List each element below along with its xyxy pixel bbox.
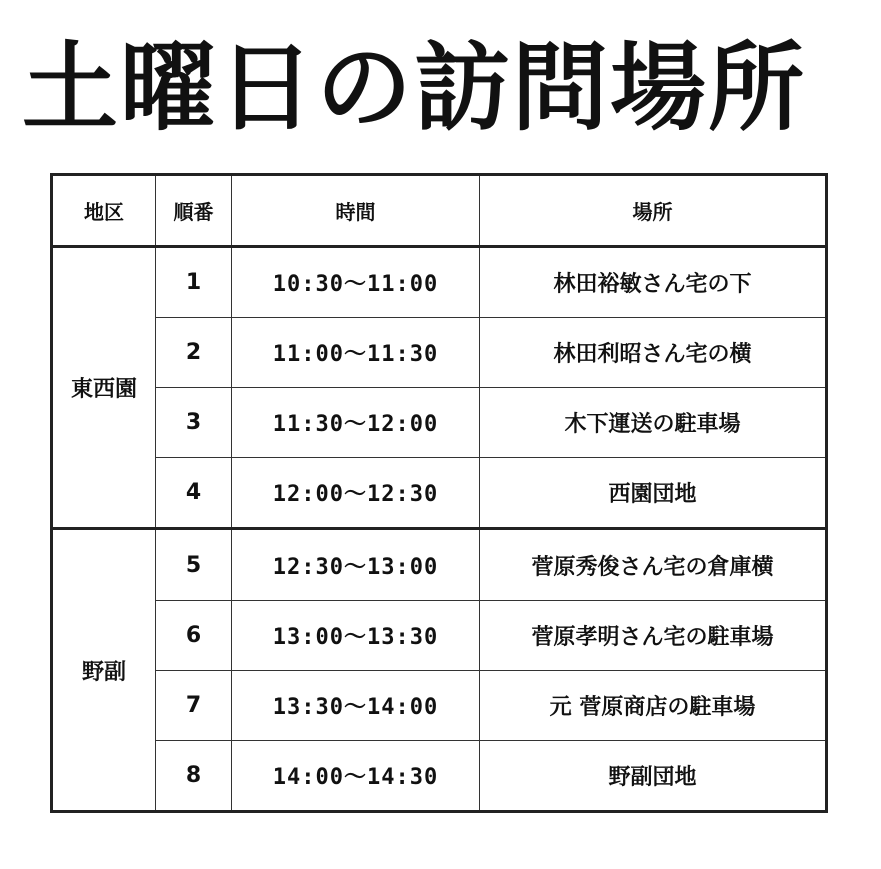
place-cell: 野副団地 [480,740,827,811]
place-cell: 菅原孝明さん宅の駐車場 [480,600,827,670]
order-cell: 6 [156,600,232,670]
page-title: 土曜日の訪問場所 [22,31,806,144]
visit-schedule-table [50,173,828,813]
order-cell: 7 [156,670,232,740]
time-cell: 13:30〜14:00 [232,670,480,740]
order-cell: 3 [156,388,232,458]
time-cell: 11:30〜12:00 [232,388,480,458]
header-place: 場所 [480,175,827,247]
place-cell: 西園団地 [480,458,827,529]
order-cell: 1 [156,247,232,318]
time-cell: 13:00〜13:30 [232,600,480,670]
time-cell: 12:00〜12:30 [232,458,480,529]
district-cell: 東西園 [52,247,156,529]
district-cell: 野副 [52,529,156,812]
table-row [52,740,827,811]
place-cell: 元 菅原商店の駐車場 [480,670,827,740]
header-district: 地区 [52,175,156,247]
order-cell: 4 [156,458,232,529]
table-row [52,529,827,600]
table-header-row [52,175,827,247]
table-row [52,458,827,529]
place-cell: 林田裕敏さん宅の下 [480,247,827,318]
time-cell: 10:30〜11:00 [232,247,480,318]
place-cell: 林田利昭さん宅の横 [480,318,827,388]
order-cell: 8 [156,740,232,811]
table-row [52,670,827,740]
header-time: 時間 [232,175,480,247]
time-cell: 14:00〜14:30 [232,740,480,811]
table-row [52,247,827,318]
time-cell: 11:00〜11:30 [232,318,480,388]
order-cell: 2 [156,318,232,388]
header-order: 順番 [156,175,232,247]
table-row [52,388,827,458]
place-cell: 木下運送の駐車場 [480,388,827,458]
place-cell: 菅原秀俊さん宅の倉庫横 [480,529,827,600]
order-cell: 5 [156,529,232,600]
time-cell: 12:30〜13:00 [232,529,480,600]
table-row [52,318,827,388]
table-row [52,600,827,670]
